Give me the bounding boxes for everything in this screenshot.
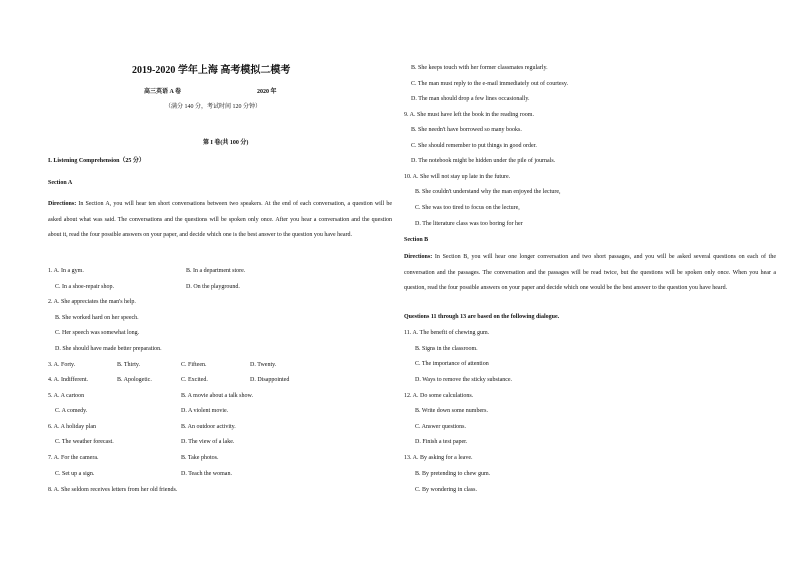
listening-heading: I. Listening Comprehension（25 分） bbox=[48, 158, 145, 164]
q10-option-b: B. She couldn't understand why the man enjoyed the lecture, bbox=[415, 189, 561, 195]
q2-option-b: B. She worked hard on her speech. bbox=[55, 315, 139, 321]
q12-option-a: 12. A. Do some calculations. bbox=[404, 393, 474, 399]
volume-heading: 第 I 卷(共 100 分) bbox=[203, 140, 249, 146]
q3-option-b: B. Thirty. bbox=[117, 362, 141, 368]
q13-option-a: 13. A. By asking for a leave. bbox=[404, 455, 473, 461]
q1-option-b: B. In a department store. bbox=[186, 268, 246, 274]
q7-option-a: 7. A. For the camera. bbox=[48, 455, 99, 461]
q9-option-d: D. The notebook might be hidden under the pile of journals. bbox=[411, 158, 556, 164]
q8-option-d: D. The man should drop a few lines occasionally. bbox=[411, 96, 530, 102]
q11-option-a: 11. A. The benefit of chewing gum. bbox=[404, 330, 490, 336]
q10-option-d: D. The literature class was too boring for her bbox=[415, 221, 523, 227]
directions-label-b: Directions: bbox=[404, 254, 433, 260]
q1-option-d: D. On the playground. bbox=[186, 284, 240, 290]
q9-option-a: 9. A. She must have left the book in the reading room. bbox=[404, 112, 534, 118]
q2-option-c: C. Her speech was somewhat long. bbox=[55, 330, 140, 336]
directions-text-b: In Section B, you will hear one longer conversation and two short passages, and you will be asked several questions on each of the conversation and the passages. The conversation and the passages will be read twice, but the questions will be spoken only once. When you hear a question, read the four possible answers on your paper and decide which one would be the best answer to the question you have heard. bbox=[404, 254, 776, 292]
q9-option-b: B. She needn't have borrowed so many books. bbox=[411, 127, 522, 133]
questions-11-13-heading: Questions 11 through 13 are based on the following dialogue. bbox=[404, 314, 560, 320]
q4-option-c: C. Excited. bbox=[181, 377, 208, 383]
q6-option-a: 6. A. A holiday plan bbox=[48, 424, 96, 430]
q7-option-b: B. Take photos. bbox=[181, 455, 219, 461]
section-b-heading: Section B bbox=[404, 237, 429, 243]
q9-option-c: C. She should remember to put things in good order. bbox=[411, 143, 537, 149]
q1-option-c: C. In a shoe-repair shop. bbox=[55, 284, 114, 290]
q11-option-c: C. The importance of attention bbox=[415, 361, 489, 367]
q10-option-c: C. She was too tired to focus on the lecture, bbox=[415, 205, 520, 211]
q11-option-b: B. Signs in the classroom. bbox=[415, 346, 478, 352]
q7-option-d: D. Teach the woman. bbox=[181, 471, 232, 477]
q1-option-a: 1. A. In a gym. bbox=[48, 268, 84, 274]
q6-option-d: D. The view of a lake. bbox=[181, 439, 235, 445]
score-time: （满分 140 分，考试时间 120 分钟） bbox=[165, 104, 262, 110]
q8-option-c: C. The man must reply to the e-mail immediately out of courtesy. bbox=[411, 81, 568, 87]
section-a-directions bbox=[48, 197, 392, 244]
exam-title: 2019-2020 学年上海 高考模拟二模考 bbox=[132, 65, 291, 76]
q4-option-b: B. Apologetic. bbox=[117, 377, 152, 383]
q11-option-d: D. Ways to remove the sticky substance. bbox=[415, 377, 513, 383]
q4-option-d: D. Disappointed bbox=[250, 377, 290, 383]
q12-option-d: D. Finish a test paper. bbox=[415, 439, 468, 445]
section-b-directions bbox=[404, 250, 776, 297]
section-a-heading: Section A bbox=[48, 180, 73, 186]
q7-option-c: C. Set up a sign. bbox=[55, 471, 95, 477]
q5-option-a: 5. A. A cartoon bbox=[48, 393, 85, 399]
q3-option-a: 3. A. Forty. bbox=[48, 362, 76, 368]
q2-option-d: D. She should have made better preparation. bbox=[55, 346, 162, 352]
q5-option-c: C. A comedy. bbox=[55, 408, 88, 414]
q4-option-a: 4. A. Indifferent. bbox=[48, 377, 89, 383]
directions-label: Directions: bbox=[48, 201, 77, 207]
paper-label: 高三英语 A 卷 bbox=[144, 89, 182, 95]
year-label: 2020 年 bbox=[257, 89, 277, 95]
q13-option-c: C. By wondering in class. bbox=[415, 487, 477, 493]
q8-option-a: 8. A. She seldom receives letters from her old friends. bbox=[48, 487, 178, 493]
q3-option-d: D. Twenty. bbox=[250, 362, 277, 368]
q10-option-a: 10. A. She will not stay up late in the future. bbox=[404, 174, 511, 180]
q8-option-b: B. She keeps touch with her former classmates regularly. bbox=[411, 65, 548, 71]
q3-option-c: C. Fifteen. bbox=[181, 362, 207, 368]
q13-option-b: B. By pretending to chew gum. bbox=[415, 471, 491, 477]
q2-option-a: 2. A. She appreciates the man's help. bbox=[48, 299, 136, 305]
directions-text: In Section A, you will hear ten short conversations between two speakers. At the end of each conversation, a question will be asked about what was said. The conversations and the questions will be spoken only once. After you hear a conversation and the question about it, read the four possible answers on your paper, and decide which one is the best answer to the question you have heard. bbox=[48, 201, 392, 239]
q5-option-b: B. A movie about a talk show. bbox=[181, 393, 253, 399]
q12-option-c: C. Answer questions. bbox=[415, 424, 466, 430]
q12-option-b: B. Write down some numbers. bbox=[415, 408, 488, 414]
q6-option-c: C. The weather forecast. bbox=[55, 439, 114, 445]
q6-option-b: B. An outdoor activity. bbox=[181, 424, 236, 430]
q5-option-d: D. A violent movie. bbox=[181, 408, 229, 414]
